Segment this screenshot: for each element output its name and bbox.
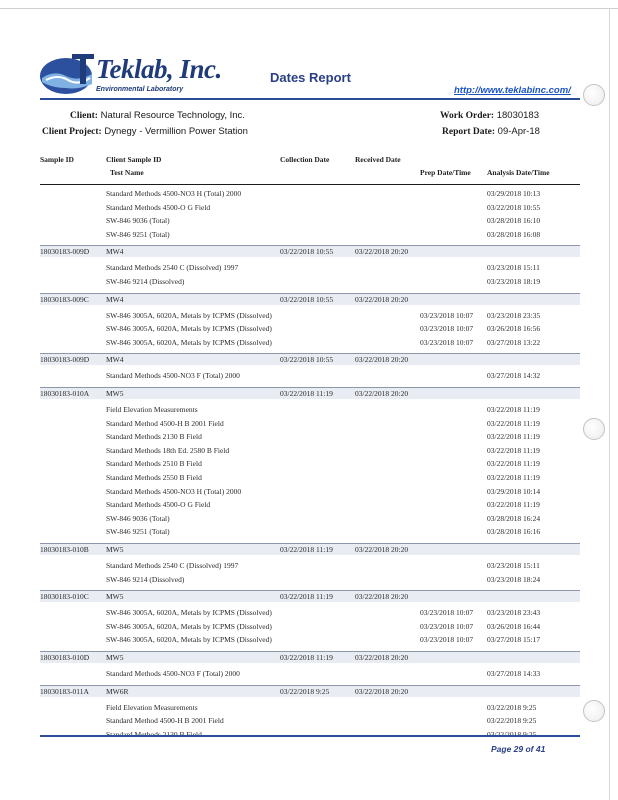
analysis-date-cell: 03/28/2018 16:08 — [487, 229, 541, 239]
client-line — [70, 110, 245, 121]
sample-row — [40, 543, 580, 555]
col-test-name: Test Name — [110, 168, 144, 177]
received-date-cell: 03/22/2018 20:20 — [355, 592, 409, 602]
company-logo — [38, 50, 222, 100]
test-name-cell: SW-846 9036 (Total) — [106, 216, 170, 226]
analysis-date-cell: 03/27/2018 14:33 — [487, 669, 541, 678]
prep-date-cell: 03/23/2018 10:07 — [420, 635, 474, 645]
test-name-cell: Standard Methods 4500-O G Field — [106, 202, 211, 212]
sample-row — [40, 651, 580, 663]
client-sample-id-cell: MW5 — [106, 592, 124, 602]
test-name-cell: Standard Methods 2550 B Field — [106, 473, 202, 482]
analysis-date-cell: 03/23/2018 15:11 — [487, 263, 540, 273]
test-name-cell: SW-846 3005A, 6020A, Metals by ICPMS (Dissolved) — [106, 310, 272, 320]
punch-hole — [583, 418, 605, 440]
client-sample-id-cell: MW5 — [106, 653, 124, 662]
received-date-cell: 03/22/2018 20:20 — [355, 247, 409, 257]
analysis-date-cell: 03/28/2018 16:16 — [487, 527, 541, 537]
test-name-cell: Standard Methods 4500-NO3 F (Total) 2000 — [106, 371, 240, 381]
header-divider — [40, 98, 580, 100]
project-value: Dynegy - Vermillion Power Station — [104, 126, 248, 137]
test-name-cell: Standard Methods 2130 B Field — [106, 432, 202, 442]
report-date-value: 09-Apr-18 — [497, 126, 540, 137]
analysis-date-cell: 03/22/2018 11:19 — [487, 459, 540, 469]
test-name-cell: SW-846 3005A, 6020A, Metals by ICPMS (Dissolved) — [106, 621, 272, 631]
test-name-cell: Standard Methods 18th Ed. 2580 B Field — [106, 445, 230, 455]
analysis-date-cell: 03/22/2018 11:19 — [487, 500, 540, 510]
client-sample-id-cell: MW4 — [106, 355, 124, 365]
col-sample-id: Sample ID — [40, 155, 74, 164]
analysis-date-cell: 03/23/2018 18:19 — [487, 277, 541, 286]
sample-row — [40, 293, 580, 305]
col-collection-date: Collection Date — [280, 155, 330, 164]
col-prep-date: Prep Date/Time — [420, 168, 471, 177]
top-edge-rule — [0, 8, 618, 9]
test-name-cell: Standard Methods 2540 C (Dissolved) 1997 — [106, 263, 239, 273]
analysis-date-cell: 03/22/2018 11:19 — [487, 405, 540, 414]
test-name-cell: Standard Method 4500-H B 2001 Field — [106, 716, 224, 726]
test-name-cell: Standard Methods 2540 C (Dissolved) 1997 — [106, 561, 239, 570]
sample-id-cell: 18030183-010A — [40, 389, 90, 398]
work-order-label: Work Order: — [440, 111, 495, 121]
test-name-cell: Standard Methods 4500-NO3 H (Total) 2000 — [106, 486, 242, 496]
punch-hole — [583, 700, 605, 722]
analysis-date-cell: 03/27/2018 14:32 — [487, 371, 541, 381]
logo-drop-icon — [38, 50, 98, 98]
collection-date-cell: 03/22/2018 11:19 — [280, 545, 333, 554]
prep-date-cell: 03/23/2018 10:07 — [420, 608, 474, 618]
analysis-date-cell: 03/28/2018 16:24 — [487, 513, 541, 523]
sample-id-cell: 18030183-009D — [40, 355, 90, 365]
received-date-cell: 03/22/2018 20:20 — [355, 355, 409, 365]
sample-id-cell: 18030183-009D — [40, 247, 90, 257]
footer-divider — [40, 735, 580, 737]
analysis-date-cell: 03/27/2018 15:17 — [487, 635, 541, 645]
analysis-date-cell: 03/29/2018 10:14 — [487, 486, 541, 496]
prep-date-cell: 03/23/2018 10:07 — [420, 310, 474, 320]
analysis-date-cell: 03/23/2018 23:43 — [487, 608, 541, 618]
analysis-date-cell: 03/28/2018 16:10 — [487, 216, 541, 226]
received-date-cell: 03/22/2018 20:20 — [355, 545, 409, 554]
test-name-cell: SW-846 9214 (Dissolved) — [106, 574, 185, 584]
project-line — [42, 126, 248, 137]
sample-id-cell: 18030183-009C — [40, 294, 89, 304]
sample-row — [40, 387, 580, 399]
analysis-date-cell: 03/26/2018 16:56 — [487, 324, 541, 334]
analysis-date-cell: 03/22/2018 10:55 — [487, 202, 541, 212]
analysis-date-cell: 03/26/2018 16:44 — [487, 621, 541, 631]
col-analysis-date: Analysis Date/Time — [487, 168, 550, 177]
sample-row — [40, 245, 580, 257]
punch-hole — [583, 84, 605, 106]
prep-date-cell: 03/23/2018 10:07 — [420, 337, 474, 347]
analysis-date-cell: 03/22/2018 9:25 — [487, 716, 537, 726]
website-link[interactable]: http://www.teklabinc.com/ — [454, 85, 571, 96]
analysis-date-cell: 03/27/2018 13:22 — [487, 337, 541, 347]
test-name-cell: Standard Methods 4500-O G Field — [106, 500, 211, 510]
client-sample-id-cell: MW4 — [106, 294, 124, 304]
test-name-cell: SW-846 3005A, 6020A, Metals by ICPMS (Dissolved) — [106, 608, 272, 618]
sample-id-cell: 18030183-011A — [40, 686, 89, 696]
col-received-date: Received Date — [355, 155, 401, 164]
analysis-date-cell: 03/23/2018 18:24 — [487, 574, 541, 584]
analysis-date-cell: 03/23/2018 23:35 — [487, 310, 541, 320]
client-sample-id-cell: MW4 — [106, 247, 124, 257]
test-name-cell: SW-846 9036 (Total) — [106, 513, 170, 523]
client-sample-id-cell: MW5 — [106, 545, 124, 554]
analysis-date-cell: 03/22/2018 11:19 — [487, 418, 540, 428]
project-label: Client Project: — [42, 127, 102, 137]
collection-date-cell: 03/22/2018 9:25 — [280, 686, 330, 696]
analysis-date-cell: 03/29/2018 10:13 — [487, 189, 541, 198]
report-date-line — [442, 126, 540, 137]
sample-id-cell: 18030183-010D — [40, 653, 90, 662]
analysis-date-cell: 03/23/2018 15:11 — [487, 561, 540, 570]
test-name-cell: Standard Methods 2510 B Field — [106, 459, 202, 469]
sample-id-cell: 18030183-010B — [40, 545, 89, 554]
analysis-date-cell: 03/22/2018 11:19 — [487, 473, 540, 482]
collection-date-cell: 03/22/2018 11:19 — [280, 592, 333, 602]
test-name-cell: SW-846 3005A, 6020A, Metals by ICPMS (Dissolved) — [106, 324, 272, 334]
received-date-cell: 03/22/2018 20:20 — [355, 294, 409, 304]
column-header-rule — [40, 184, 580, 185]
test-name-cell: SW-846 9251 (Total) — [106, 229, 170, 239]
analysis-date-cell: 03/22/2018 11:19 — [487, 445, 540, 455]
sample-row — [40, 353, 580, 365]
work-order-line — [440, 110, 539, 121]
collection-date-cell: 03/22/2018 10:55 — [280, 355, 334, 365]
logo-name: Teklab, Inc. — [96, 54, 222, 84]
test-name-cell: Standard Method 4500-H B 2001 Field — [106, 418, 224, 428]
report-date-label: Report Date: — [442, 127, 496, 137]
page-number: Page 29 of 41 — [491, 744, 546, 754]
test-name-cell: Standard Methods 4500-NO3 H (Total) 2000 — [106, 189, 242, 198]
test-name-cell: SW-846 3005A, 6020A, Metals by ICPMS (Dissolved) — [106, 635, 272, 645]
collection-date-cell: 03/22/2018 10:55 — [280, 247, 334, 257]
prep-date-cell: 03/23/2018 10:07 — [420, 324, 474, 334]
test-name-cell: Field Elevation Measurements — [106, 702, 198, 712]
analysis-date-cell: 03/22/2018 11:19 — [487, 432, 540, 442]
received-date-cell: 03/22/2018 20:20 — [355, 653, 409, 662]
client-label: Client: — [70, 111, 98, 121]
collection-date-cell: 03/22/2018 10:55 — [280, 294, 334, 304]
received-date-cell: 03/22/2018 20:20 — [355, 686, 409, 696]
test-name-cell: SW-846 9251 (Total) — [106, 527, 170, 537]
prep-date-cell: 03/23/2018 10:07 — [420, 621, 474, 631]
collection-date-cell: 03/22/2018 11:19 — [280, 653, 333, 662]
sample-row — [40, 685, 580, 697]
work-order-value: 18030183 — [496, 110, 540, 121]
right-edge-rule — [609, 8, 610, 800]
test-name-cell: Field Elevation Measurements — [106, 405, 198, 414]
received-date-cell: 03/22/2018 20:20 — [355, 389, 409, 398]
test-name-cell: SW-846 3005A, 6020A, Metals by ICPMS (Dissolved) — [106, 337, 272, 347]
analysis-date-cell: 03/22/2018 9:25 — [487, 702, 537, 712]
col-client-sample-id: Client Sample ID — [106, 155, 162, 164]
test-name-cell: SW-846 9214 (Dissolved) — [106, 277, 185, 286]
client-sample-id-cell: MW5 — [106, 389, 124, 398]
sample-id-cell: 18030183-010C — [40, 592, 89, 602]
sample-row — [40, 590, 580, 602]
test-name-cell: Standard Methods 4500-NO3 F (Total) 2000 — [106, 669, 240, 678]
logo-subtitle: Environmental Laboratory — [96, 86, 184, 93]
report-title: Dates Report — [270, 70, 351, 85]
collection-date-cell: 03/22/2018 11:19 — [280, 389, 333, 398]
client-value: Natural Resource Technology, Inc. — [100, 110, 245, 121]
client-sample-id-cell: MW6R — [106, 686, 129, 696]
